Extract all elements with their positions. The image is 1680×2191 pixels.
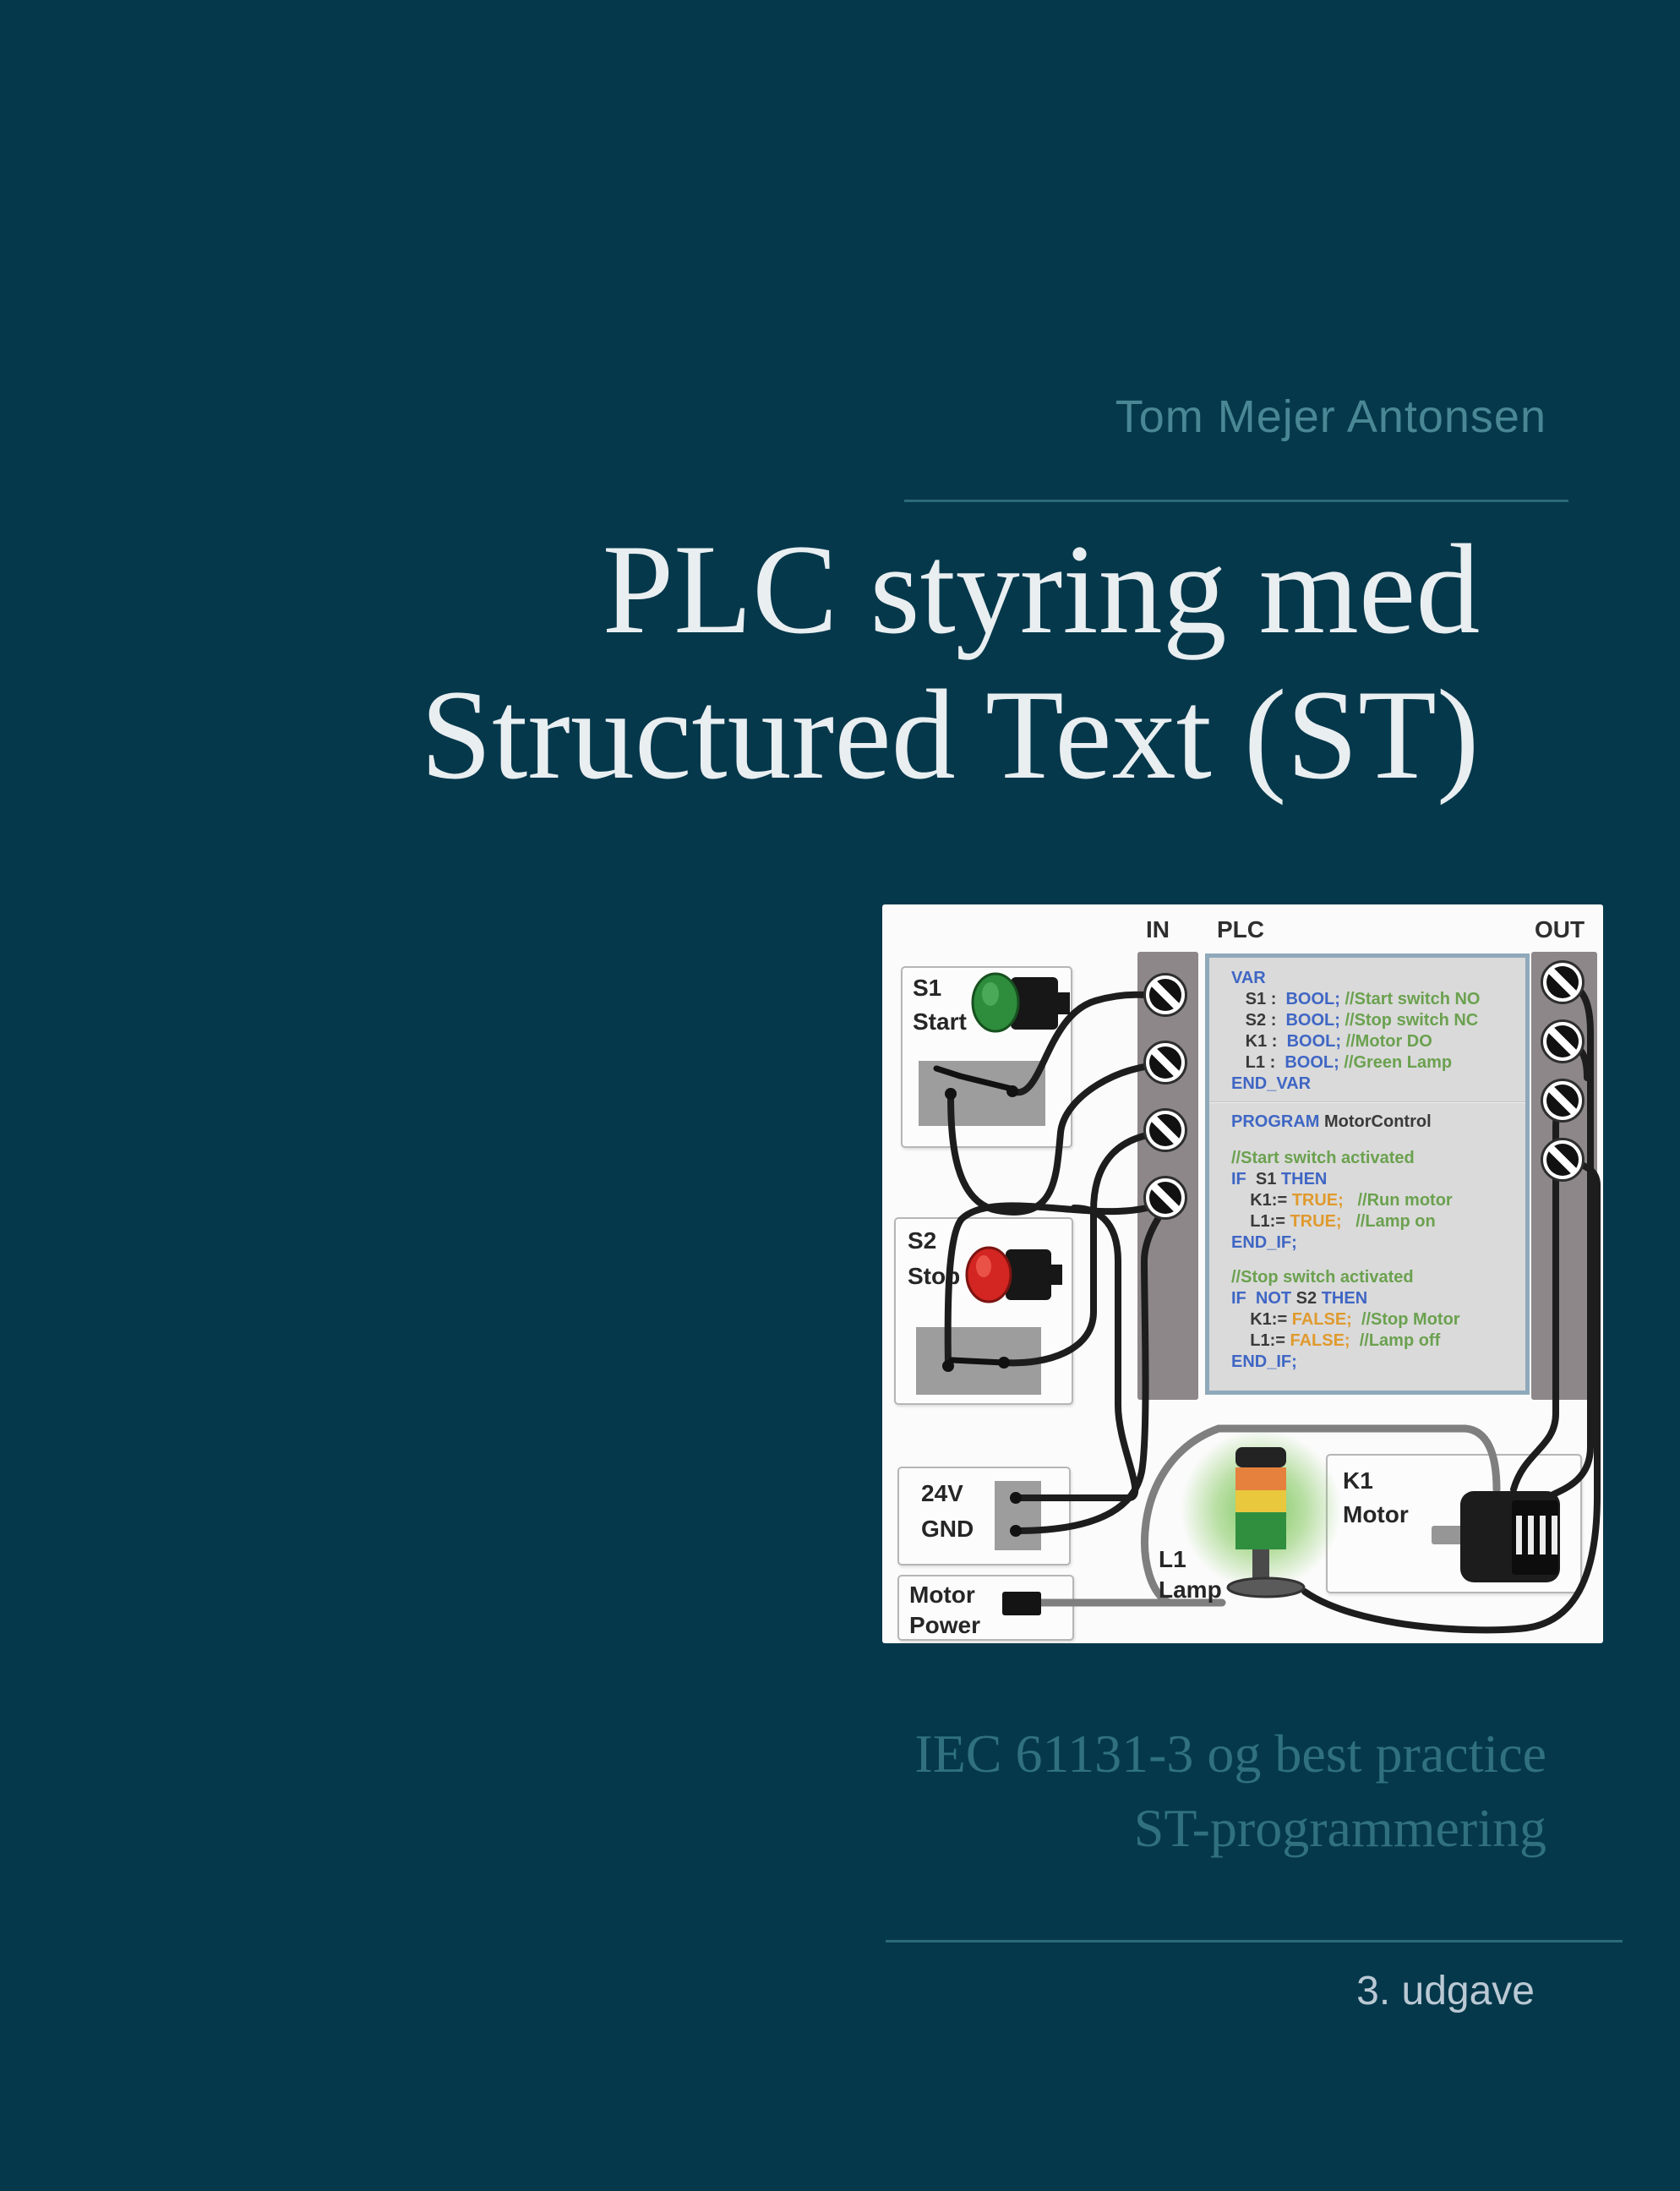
code-token: K1:= — [1231, 1191, 1292, 1210]
out-terminal-screw-icon — [1541, 960, 1585, 1004]
code-line — [1231, 968, 1525, 989]
code-line — [1231, 1288, 1525, 1309]
code-token: K1 : — [1231, 1032, 1287, 1051]
l1-label: L1 — [1159, 1546, 1186, 1572]
author-divider-line — [904, 500, 1568, 502]
code-token: //Lamp off — [1350, 1331, 1441, 1350]
code-line — [1231, 1112, 1525, 1133]
code-line — [1231, 1074, 1525, 1095]
in-terminal-screw-icon — [1143, 1108, 1187, 1152]
code-token: IF — [1231, 1170, 1256, 1188]
code-token: L1:= — [1231, 1212, 1290, 1231]
code-token: THEN — [1321, 1289, 1368, 1308]
code-token: BOOL; — [1286, 1032, 1342, 1051]
code-token: //Stop Motor — [1351, 1310, 1460, 1329]
in-terminal-screw-icon — [1143, 1041, 1187, 1085]
code-line — [1231, 1148, 1525, 1169]
code-line — [1231, 1010, 1525, 1031]
code-line — [1231, 1352, 1525, 1373]
code-token: VAR — [1231, 969, 1266, 987]
code-token: NOT — [1255, 1289, 1296, 1308]
code-blank-line — [1231, 1133, 1525, 1148]
code-line — [1231, 1169, 1525, 1190]
gnd-label: GND — [921, 1516, 974, 1542]
code-token: IF — [1231, 1289, 1256, 1308]
k1-label: K1 — [1343, 1467, 1373, 1494]
s2-label: S2 — [908, 1227, 937, 1254]
code-token: BOOL; — [1285, 1011, 1340, 1030]
code-token: TRUE; — [1290, 1212, 1342, 1231]
code-line — [1231, 1052, 1525, 1074]
code-token: FALSE; — [1290, 1331, 1350, 1350]
edition-label: 3. udgave — [1356, 1969, 1535, 2013]
code-token: //Start switch NO — [1339, 990, 1481, 1008]
code-token: END_IF; — [1231, 1352, 1297, 1371]
lamp-label: Lamp — [1159, 1576, 1222, 1603]
code-token: //Stop switch activated — [1231, 1268, 1414, 1287]
s1-label: S1 — [913, 975, 942, 1001]
code-token: BOOL; — [1285, 990, 1340, 1008]
k1-motor-label: Motor — [1343, 1501, 1409, 1527]
code-token: S1 — [1255, 1170, 1281, 1188]
code-token: END_IF; — [1231, 1233, 1297, 1252]
edition-divider-line — [886, 1940, 1623, 1942]
code-line — [1231, 1330, 1525, 1352]
code-token: TRUE; — [1291, 1191, 1344, 1210]
code-token: BOOL; — [1285, 1053, 1339, 1072]
green-start-button-icon — [973, 974, 1070, 1031]
code-token: L1:= — [1231, 1331, 1290, 1350]
code-token: //Run motor — [1343, 1191, 1453, 1210]
structured-text-code-block — [1205, 953, 1530, 1395]
l1-lamp-label — [1159, 1544, 1222, 1605]
code-token: //Green Lamp — [1339, 1053, 1453, 1072]
code-line — [1231, 1267, 1525, 1288]
code-token: FALSE; — [1291, 1310, 1352, 1329]
contact-plates — [916, 1061, 1045, 1550]
code-token: S1 : — [1231, 990, 1286, 1008]
in-header-label: IN — [1146, 916, 1170, 943]
plc-diagram-panel — [882, 904, 1603, 1643]
code-line — [1231, 1031, 1525, 1052]
out-terminal-screw-icon — [1541, 1019, 1585, 1063]
out-terminal-screw-icon — [1541, 1138, 1585, 1182]
code-token: END_VAR — [1231, 1074, 1312, 1093]
24v-label: 24V — [921, 1480, 963, 1506]
motor-icon — [1432, 1491, 1560, 1582]
code-token: //Motor DO — [1341, 1032, 1432, 1051]
code-token: //Lamp on — [1341, 1212, 1436, 1231]
code-section-divider — [1209, 1101, 1525, 1103]
code-token: //Stop switch NC — [1339, 1011, 1479, 1030]
code-line — [1231, 1309, 1525, 1330]
author-name: Tom Mejer Antonsen — [1115, 391, 1546, 442]
in-terminal-screw-icon — [1143, 973, 1187, 1017]
code-token: K1:= — [1231, 1310, 1292, 1329]
code-token: S2 : — [1231, 1011, 1286, 1030]
plc-header-label: PLC — [1217, 916, 1264, 943]
subtitle-line-2: ST-programmering — [1133, 1798, 1546, 1858]
code-token: PROGRAM — [1231, 1112, 1324, 1131]
code-line — [1231, 1211, 1525, 1232]
start-label: Start — [913, 1008, 967, 1035]
motor-power-label-1: Motor — [909, 1582, 975, 1608]
code-line — [1231, 1232, 1525, 1254]
in-terminal-screw-icon — [1143, 1176, 1187, 1220]
code-blank-line — [1231, 1254, 1525, 1267]
stop-label: Stop — [908, 1263, 961, 1289]
red-stop-button-icon — [967, 1248, 1062, 1302]
title-line-1: PLC styring med — [602, 518, 1481, 660]
code-token: L1 : — [1231, 1053, 1285, 1072]
out-header-label: OUT — [1535, 916, 1585, 943]
code-token: //Start switch activated — [1231, 1149, 1415, 1167]
subtitle-line-1: IEC 61131-3 og best practice — [914, 1724, 1546, 1784]
motor-power-connector-icon — [1002, 1592, 1041, 1615]
code-line — [1231, 989, 1525, 1010]
code-line — [1231, 1190, 1525, 1211]
motor-power-label-2: Power — [909, 1612, 981, 1638]
code-token: MotorControl — [1324, 1112, 1432, 1131]
code-token: S2 — [1295, 1289, 1322, 1308]
title-line-2: Structured Text (ST) — [420, 664, 1480, 806]
out-terminal-screw-icon — [1541, 1079, 1585, 1123]
code-token: THEN — [1280, 1170, 1328, 1188]
